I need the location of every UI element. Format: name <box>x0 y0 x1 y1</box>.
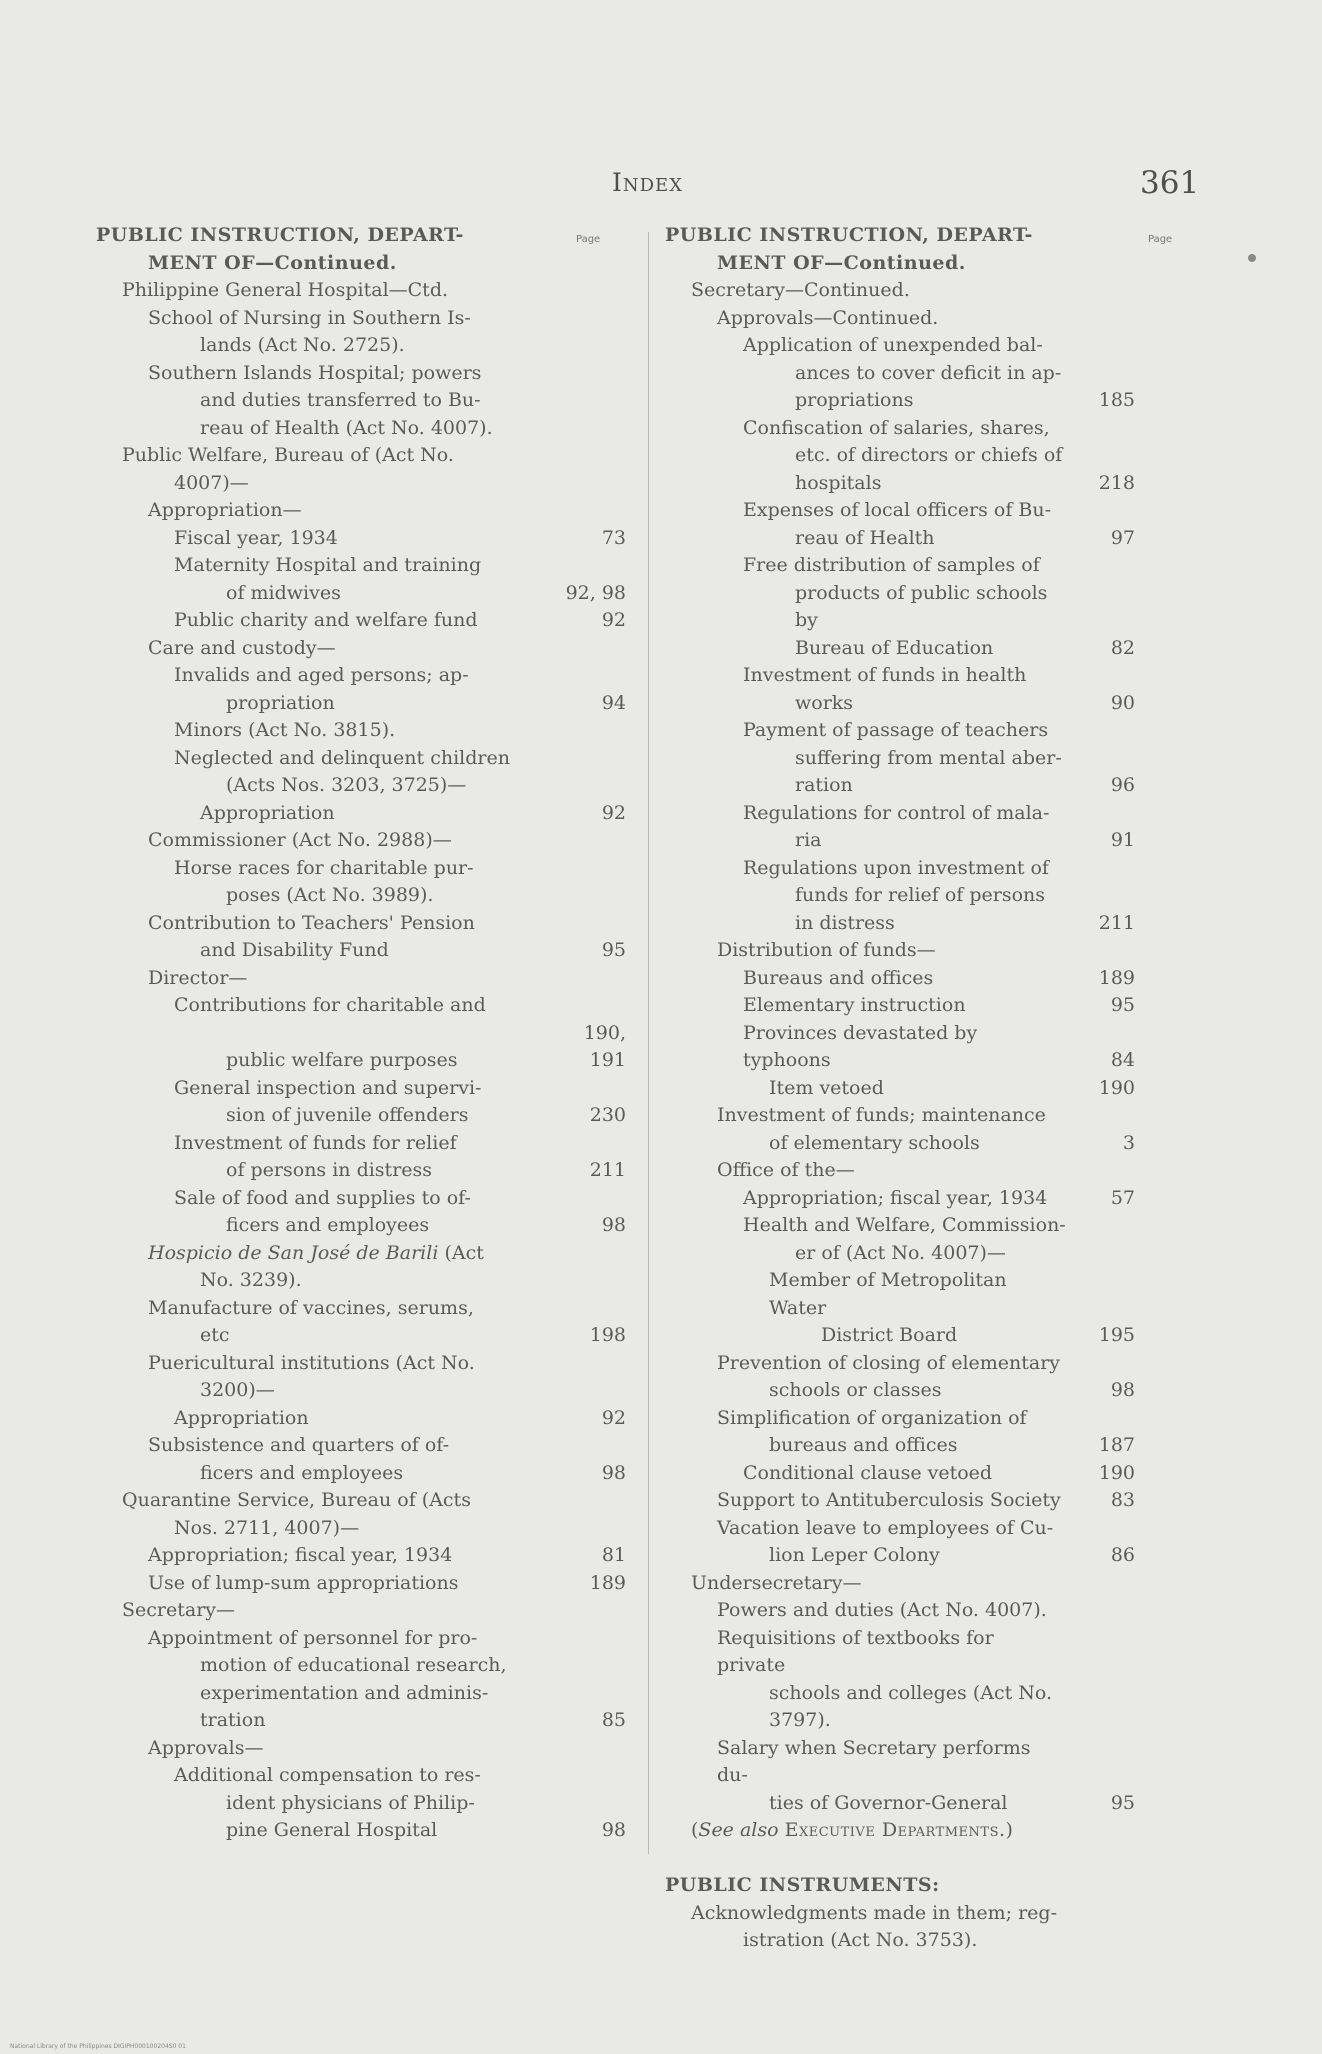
index-entry-text: PUBLIC INSTRUCTION, DEPART- <box>96 224 464 246</box>
index-entry <box>96 1487 626 1515</box>
index-entry <box>96 882 626 910</box>
index-entry-text: of midwives <box>226 581 341 604</box>
index-entry <box>665 277 1135 305</box>
index-entry <box>96 1212 626 1240</box>
index-entry <box>665 717 1135 745</box>
index-entry-page: 95 <box>1110 1791 1135 1814</box>
index-entry-page: 83 <box>1110 1489 1135 1511</box>
index-entry-text: PUBLIC INSTRUCTION, DEPART- <box>665 224 1033 246</box>
index-entry-text: Use of lump-sum appropriations <box>148 1571 459 1594</box>
index-entry <box>665 1707 1135 1735</box>
index-entry <box>665 1322 1135 1350</box>
index-entry <box>96 662 626 690</box>
index-entry-text: School of Nursing in Southern Is- <box>148 306 471 329</box>
index-entry <box>96 305 626 333</box>
left-page-label: Page <box>576 234 601 245</box>
index-entry-page: 195 <box>1098 1324 1135 1346</box>
index-entry-text: Approvals—Continued. <box>717 306 939 329</box>
index-entry-text: reau of Health (Act No. 4007). <box>200 416 493 439</box>
index-entry-text: Investment of funds; maintenance <box>717 1104 1046 1126</box>
index-entry-page: 82 <box>1110 636 1135 659</box>
index-entry-text: Application of unexpended bal- <box>743 334 1043 356</box>
index-entry-page: 189 <box>1098 966 1135 989</box>
index-entry-text: of persons in distress <box>226 1159 433 1181</box>
index-entry <box>665 1597 1135 1625</box>
index-entry-page: 230 <box>589 1104 626 1126</box>
index-entry-text: Expenses of local officers of Bu- <box>743 499 1052 521</box>
index-entry-text: Appropriation; fiscal year, 1934 <box>743 1186 1048 1209</box>
index-entry-page: 95 <box>1110 994 1135 1016</box>
index-entry <box>96 910 626 938</box>
index-entry <box>665 305 1135 333</box>
index-entry-page: 90 <box>1110 691 1135 714</box>
index-entry <box>665 360 1135 388</box>
index-entry-text: reau of Health <box>795 526 935 549</box>
index-entry-page: 94 <box>601 691 626 714</box>
index-entry <box>665 1267 1135 1322</box>
index-entry <box>665 772 1135 800</box>
index-entry-page: 190 <box>1098 1076 1135 1099</box>
index-entry <box>665 882 1135 910</box>
index-entry <box>665 1790 1135 1818</box>
index-entry <box>96 1130 626 1158</box>
index-entry-text: Horse races for charitable pur- <box>174 856 474 879</box>
index-entry-page: 211 <box>1098 911 1135 934</box>
index-entry <box>665 1185 1135 1213</box>
index-entry-text: MENT OF—Continued. <box>717 251 966 274</box>
index-entry <box>665 250 1135 278</box>
index-entry-text: ria <box>795 829 822 851</box>
index-entry-text: Requisitions of textbooks for private <box>717 1626 994 1676</box>
index-entry-text: Regulations upon investment of <box>743 856 1049 879</box>
index-entry <box>96 827 626 855</box>
index-entry <box>96 800 626 828</box>
footer-note: National Library of the Philippines DIGIPH000100204S0 01 <box>10 2043 186 2050</box>
index-entry <box>665 855 1135 883</box>
index-entry-text: schools and colleges (Act No. <box>769 1681 1053 1704</box>
index-entry-page: 98 <box>601 1214 626 1236</box>
index-entry <box>96 1542 626 1570</box>
index-entry <box>665 910 1135 938</box>
index-entry <box>665 580 1135 635</box>
index-entry-text: Minors (Act No. 3815). <box>174 719 396 741</box>
index-entry-text: Invalids and aged persons; ap- <box>174 664 469 686</box>
index-entry-text: sion of juvenile offenders <box>226 1104 469 1126</box>
index-entry <box>96 387 626 415</box>
index-entry <box>96 1102 626 1130</box>
index-entry-text: Free distribution of samples of <box>743 554 1040 576</box>
index-entry <box>665 1542 1135 1570</box>
index-entry <box>665 1487 1135 1515</box>
index-entry <box>665 1927 1135 1955</box>
index-entry <box>665 1075 1135 1103</box>
index-entry <box>96 1322 626 1350</box>
index-entry-text: ties of Governor-General <box>769 1791 1008 1814</box>
index-entry-text: General inspection and supervi- <box>174 1076 482 1099</box>
index-entry <box>665 1350 1135 1378</box>
index-entry-text: Appropriation— <box>148 499 302 521</box>
index-entry <box>96 937 626 965</box>
index-entry <box>665 1377 1135 1405</box>
index-entry-text: motion of educational research, <box>200 1654 507 1676</box>
index-entry-text: istration (Act No. 3753). <box>743 1929 978 1951</box>
index-entry-text: Director— <box>148 966 248 989</box>
index-entry-text: lion Leper Colony <box>769 1544 940 1566</box>
index-entry <box>665 1240 1135 1268</box>
page-header-title: Index <box>612 168 684 197</box>
index-entry <box>96 607 626 635</box>
index-entry-text: Manufacture of vaccines, serums, <box>148 1296 474 1319</box>
index-entry <box>665 690 1135 718</box>
index-entry-text: experimentation and adminis- <box>200 1681 489 1704</box>
index-entry <box>665 937 1135 965</box>
index-entry <box>96 1432 626 1460</box>
index-entry <box>96 1350 626 1378</box>
index-entry <box>665 1157 1135 1185</box>
index-entry-text: ficers and employees <box>226 1214 430 1236</box>
index-entry-text: lands (Act No. 2725). <box>200 334 405 356</box>
index-entry <box>96 1515 626 1543</box>
index-entry-page: 81 <box>601 1544 626 1566</box>
index-entry <box>96 1790 626 1818</box>
index-entry <box>96 1020 626 1075</box>
index-entry-text: Investment of funds for relief <box>174 1131 457 1154</box>
index-entry <box>665 1460 1135 1488</box>
index-entry-text: pine General Hospital <box>226 1819 438 1841</box>
index-entry-text: propriations <box>795 389 914 411</box>
index-entry <box>96 1680 626 1708</box>
index-entry-text: No. 3239). <box>200 1269 302 1291</box>
index-entry-text: Conditional clause vetoed <box>743 1461 993 1484</box>
index-entry <box>665 965 1135 993</box>
index-entry <box>96 277 626 305</box>
index-entry-page: 85 <box>601 1709 626 1731</box>
index-entry-text: Southern Islands Hospital; powers <box>148 361 482 384</box>
index-entry-page: 86 <box>1110 1544 1135 1566</box>
index-entry <box>665 827 1135 855</box>
index-entry-text: Neglected and delinquent children <box>174 746 510 769</box>
index-entry <box>665 1432 1135 1460</box>
index-entry <box>665 992 1135 1020</box>
index-entry-text: etc <box>200 1324 230 1346</box>
index-entry <box>96 1075 626 1103</box>
index-entry-text: Member of Metropolitan Water <box>769 1269 1007 1319</box>
index-entry-text: (Acts Nos. 3203, 3725)— <box>226 774 467 796</box>
index-entry <box>665 1570 1135 1598</box>
index-entry <box>96 855 626 883</box>
index-entry-text: Contribution to Teachers' Pension <box>148 911 475 934</box>
index-entry <box>665 552 1135 580</box>
index-entry <box>665 470 1135 498</box>
index-entry-page: 92 <box>601 801 626 824</box>
index-entry <box>96 470 626 498</box>
index-entry-text: Acknowledgments made in them; reg- <box>691 1901 1058 1924</box>
index-entry <box>665 635 1135 663</box>
index-entry-page: 185 <box>1098 389 1135 411</box>
index-entry <box>96 250 626 278</box>
index-entry-text: Sale of food and supplies to of- <box>174 1186 471 1209</box>
index-entry <box>96 992 626 1020</box>
index-entry-text: ances to cover deficit in ap- <box>795 361 1062 384</box>
index-entry <box>96 442 626 470</box>
left-column <box>96 222 626 1845</box>
index-entry <box>96 415 626 443</box>
index-entry-text: Office of the— <box>717 1159 855 1181</box>
index-entry-text: Investment of funds in health <box>743 664 1027 686</box>
index-entry-text: works <box>795 691 854 714</box>
index-entry <box>96 1377 626 1405</box>
index-entry-text: Quarantine Service, Bureau of (Acts <box>122 1489 471 1511</box>
index-entry-page: 57 <box>1110 1186 1135 1209</box>
index-entry-text: hospitals <box>795 471 882 494</box>
index-entry <box>665 800 1135 828</box>
index-entry-text: (See also Executive Departments.) <box>691 1819 1013 1841</box>
index-entry <box>96 360 626 388</box>
index-entry <box>96 1597 626 1625</box>
index-entry-text: Appointment of personnel for pro- <box>148 1626 478 1649</box>
index-entry-page: 98 <box>601 1819 626 1841</box>
index-entry <box>96 222 626 250</box>
index-entry <box>665 332 1135 360</box>
index-entry-page: 187 <box>1098 1434 1135 1456</box>
index-entry-text: Undersecretary— <box>691 1571 862 1594</box>
index-entry-page: 198 <box>589 1324 626 1346</box>
ink-spot <box>1248 254 1256 262</box>
index-entry-text: Care and custody— <box>148 636 336 659</box>
index-entry <box>665 415 1135 443</box>
index-entry <box>665 1405 1135 1433</box>
index-entry <box>96 525 626 553</box>
index-entry <box>665 662 1135 690</box>
index-entry <box>96 690 626 718</box>
index-entry-page: 98 <box>601 1461 626 1484</box>
index-entry-text: Distribution of funds— <box>717 939 936 961</box>
index-entry <box>96 772 626 800</box>
index-entry-text: Vacation leave to employees of Cu- <box>717 1516 1054 1539</box>
index-entry-text: Provinces devastated by typhoons <box>743 1021 978 1071</box>
index-entry-text: Bureau of Education <box>795 636 994 659</box>
index-entry-text: suffering from mental aber- <box>795 746 1062 769</box>
index-entry-text: funds for relief of persons <box>795 884 1046 906</box>
index-entry-text: Prevention of closing of elementary <box>717 1351 1061 1374</box>
index-entry <box>665 1130 1135 1158</box>
index-entry <box>96 1625 626 1653</box>
index-entry-text: Item vetoed <box>769 1076 884 1099</box>
index-entry-text: 3797). <box>769 1709 831 1731</box>
index-entry <box>665 497 1135 525</box>
index-entry-text: Appropriation <box>174 1406 309 1429</box>
index-entry <box>96 1817 626 1845</box>
index-entry-page: 92 <box>601 609 626 631</box>
index-entry-page: 211 <box>589 1159 626 1181</box>
index-entry-text: er of (Act No. 4007)— <box>795 1241 1006 1264</box>
index-entry-page: 73 <box>601 526 626 549</box>
index-entry <box>665 525 1135 553</box>
right-page-label: Page <box>1148 234 1173 245</box>
index-entry-text: and duties transferred to Bu- <box>200 389 481 411</box>
index-entry <box>96 580 626 608</box>
index-entry-text: ficers and employees <box>200 1461 404 1484</box>
index-entry-text: Commissioner (Act No. 2988)— <box>148 829 452 851</box>
index-entry-text: Secretary—Continued. <box>691 279 910 301</box>
index-entry-text: tration <box>200 1709 266 1731</box>
index-entry <box>96 1460 626 1488</box>
index-entry <box>96 552 626 580</box>
index-entry <box>665 1872 1135 1900</box>
index-entry-text: Payment of passage of teachers <box>743 719 1049 741</box>
index-entry <box>96 1707 626 1735</box>
index-entry <box>665 1625 1135 1680</box>
index-entry <box>665 745 1135 773</box>
index-entry-text: ration <box>795 774 853 796</box>
index-entry <box>665 1102 1135 1130</box>
index-entry-text: Salary when Secretary performs du- <box>717 1736 1031 1786</box>
index-entry <box>665 222 1135 250</box>
index-entry-text: and Disability Fund <box>200 939 389 961</box>
index-entry <box>96 1405 626 1433</box>
index-entry <box>96 497 626 525</box>
index-entry-text: Simplification of organization of <box>717 1406 1027 1429</box>
page-number: 361 <box>1140 165 1200 201</box>
index-entry-text: Public charity and welfare fund <box>174 609 478 631</box>
index-entry-text: Regulations for control of mala- <box>743 801 1050 824</box>
index-entry <box>96 635 626 663</box>
index-entry <box>96 1157 626 1185</box>
index-entry-text: Additional compensation to res- <box>174 1764 481 1786</box>
index-entry-text: schools or classes <box>769 1379 942 1401</box>
index-entry-text: Puericultural institutions (Act No. <box>148 1351 475 1374</box>
index-entry <box>96 1267 626 1295</box>
index-entry-text: of elementary schools <box>769 1131 980 1154</box>
index-entry <box>96 1652 626 1680</box>
index-entry-text: Appropriation; fiscal year, 1934 <box>148 1544 453 1566</box>
index-entry <box>665 1845 1135 1873</box>
index-entry-page: 84 <box>1110 1049 1135 1071</box>
index-entry <box>665 1020 1135 1075</box>
index-entry <box>665 1515 1135 1543</box>
index-entry <box>96 1240 626 1268</box>
index-entry-text: Nos. 2711, 4007)— <box>174 1516 360 1539</box>
index-entry-text: Powers and duties (Act No. 4007). <box>717 1599 1047 1621</box>
index-entry-text: Approvals— <box>148 1736 264 1759</box>
index-entry <box>96 1295 626 1323</box>
index-entry-text: propriation <box>226 691 335 714</box>
index-entry-page: 97 <box>1110 526 1135 549</box>
index-entry-page: 91 <box>1110 829 1135 851</box>
index-entry <box>96 332 626 360</box>
index-entry-text: 4007)— <box>174 471 249 494</box>
column-divider <box>648 232 649 1854</box>
index-entry-page: 95 <box>601 939 626 961</box>
index-entry <box>96 717 626 745</box>
index-entry-text: Bureaus and offices <box>743 966 934 989</box>
index-entry-text: Health and Welfare, Commission- <box>743 1214 1066 1236</box>
index-entry-page: 96 <box>1110 774 1135 796</box>
index-entry-page: 92 <box>601 1406 626 1429</box>
index-entry-text: Maternity Hospital and training <box>174 554 482 576</box>
index-entry <box>665 1900 1135 1928</box>
index-entry <box>665 387 1135 415</box>
index-entry <box>96 965 626 993</box>
index-entry-text: PUBLIC INSTRUMENTS: <box>665 1874 940 1896</box>
index-entry-text: Elementary instruction <box>743 994 966 1016</box>
index-entry-text: in distress <box>795 911 895 934</box>
index-entry-text: etc. of directors or chiefs of <box>795 444 1063 466</box>
index-entry-text: Contributions for charitable and <box>174 994 486 1016</box>
index-entry-text: bureaus and offices <box>769 1434 958 1456</box>
index-entry-text: 3200)— <box>200 1379 275 1401</box>
index-entry-text: Hospicio de San José de Barili (Act <box>148 1241 484 1264</box>
index-entry <box>96 1570 626 1598</box>
index-entry-text: public welfare purposes <box>226 1049 458 1071</box>
index-entry-page: 98 <box>1110 1379 1135 1401</box>
index-entry <box>96 745 626 773</box>
index-entry-text: District Board <box>821 1324 958 1346</box>
index-entry-text: products of public schools by <box>795 581 1048 631</box>
index-entry-text: poses (Act No. 3989). <box>226 884 434 906</box>
index-entry-text: Philippine General Hospital—Ctd. <box>122 279 449 301</box>
index-entry-text: Secretary— <box>122 1599 236 1621</box>
index-entry-text: Confiscation of salaries, shares, <box>743 416 1050 439</box>
index-entry-page: 190, 191 <box>583 1021 626 1071</box>
index-entry-text: Subsistence and quarters of of- <box>148 1434 450 1456</box>
index-entry-page: 218 <box>1098 471 1135 494</box>
index-entry <box>665 1817 1135 1845</box>
index-entry <box>665 442 1135 470</box>
index-entry-text: ident physicians of Philip- <box>226 1791 475 1814</box>
index-entry-text: Support to Antituberculosis Society <box>717 1489 1061 1511</box>
index-entry-page: 189 <box>589 1571 626 1594</box>
index-entry-text: Public Welfare, Bureau of (Act No. <box>122 444 454 466</box>
right-column <box>665 222 1135 1955</box>
index-entry-page: 190 <box>1098 1461 1135 1484</box>
index-entry <box>96 1185 626 1213</box>
index-entry <box>665 1735 1135 1790</box>
index-entry-page: 92, 98 <box>565 581 626 604</box>
index-entry-text: Appropriation <box>200 801 335 824</box>
index-entry <box>96 1762 626 1790</box>
index-entry-text: Fiscal year, 1934 <box>174 526 338 549</box>
index-entry <box>665 1680 1135 1708</box>
index-entry-page: 3 <box>1122 1131 1135 1154</box>
index-entry <box>96 1735 626 1763</box>
index-entry-text: MENT OF—Continued. <box>148 251 397 274</box>
index-entry <box>665 1212 1135 1240</box>
